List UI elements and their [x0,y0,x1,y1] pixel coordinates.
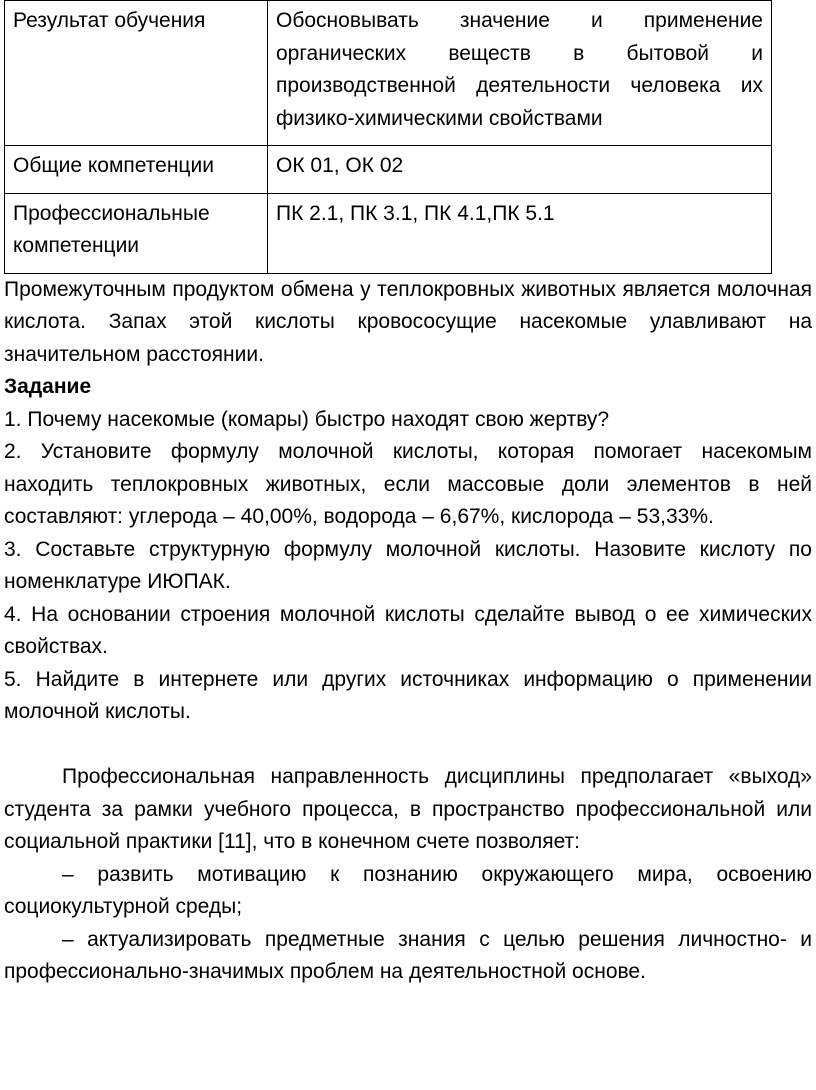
task-item: 4. На основании строения молочной кислоты сделайте вывод о ее химических свойствах. [4,602,812,658]
table-cell-label: Общие компетенции [5,146,268,194]
table-cell-value: ПК 2.1, ПК 3.1, ПК 4.1,ПК 5.1 [268,193,772,273]
table-cell-value: ОК 01, ОК 02 [268,146,772,194]
task-item: 5. Найдите в интернете или других источниках информацию о применении молочной кислоты. [4,667,812,723]
bullet-item: – актуализировать предметные знания с целью решения личностно- и профессионально-значимых проблем на деятельностной основе. [4,927,812,983]
table-cell-value: Обосновывать значение и применение органических веществ в бытовой и производственной деятельности человека их физико-химическими свойствами [268,1,772,146]
table-row [5,193,772,273]
table-row [5,146,772,194]
document-page [4,0,812,989]
bullet-item: – развить мотивацию к познанию окружающего мира, освоению социокультурной среды; [4,862,812,918]
table-row [5,1,772,146]
table-cell-label: Результат обучения [5,1,268,146]
task-item: 3. Составьте структурную формулу молочной кислоты. Назовите кислоту по номенклатуре ИЮПАК. [4,537,812,593]
closing-paragraph: Профессиональная направленность дисциплины предполагает «выход» студента за рамки учебного процесса, в пространство профессиональной или социальной практики [11], что в конечном счете позволяет: [4,765,812,853]
table-cell-label: Профессиональные компетенции [5,193,268,273]
intro-paragraph: Промежуточным продуктом обмена у теплокровных животных является молочная кислота. Запах этой кислоты кровососущие насекомые улавливают на значительном расстоянии. [4,277,812,366]
competency-table [4,0,772,274]
spacer [4,729,812,762]
task-item: 2. Установите формулу молочной кислоты, которая помогает насекомым находить теплокровных животных, если массовые доли элементов в ней составляют: углерода – 40,00%, водорода – 6,67%, кислорода – 53,33%. [4,440,812,528]
task-heading: Задание [4,375,92,398]
task-item: 1. Почему насекомые (комары) быстро находят свою жертву? [4,407,610,431]
